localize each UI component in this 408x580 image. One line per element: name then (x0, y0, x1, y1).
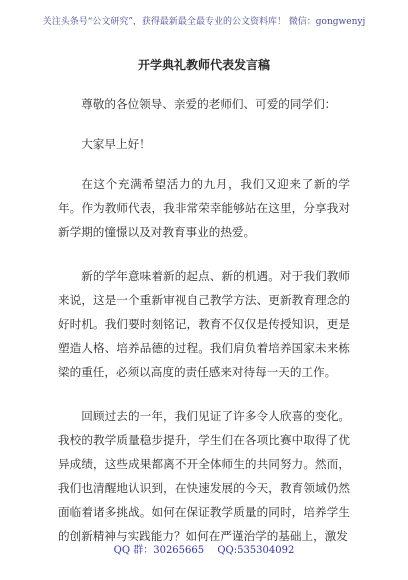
footer-qq-number: QQ:535304092 (217, 545, 295, 556)
salutation-paragraph: 尊敬的各位领导、亲爱的老师们、可爱的同学们： (81, 97, 337, 111)
body-paragraph-1: 在这个充满希望活力的九月，我们又迎来了新的学年。作为教师代表，我非常荣幸能够站在这里，分享我对新学期的憧憬以及对教育事业的热爱。 (58, 177, 350, 239)
header-promo-note: 关注头条号“公文研究”，获得最新最全最专业的公文资料库！ 微信：gongwenyj (42, 17, 366, 27)
document-title: 开学典礼教师代表发言稿 (137, 58, 270, 72)
body-paragraph-3: 回顾过去的一年，我们见证了许多令人欣喜的变化。我校的教学质量稳步提升，学生们在各项比赛中取得了优异成绩，这些成果都离不开全体师生的共同努力。然而，我们也清醒地认识到，在快速发展的今天，教育领域仍然面临着诸多挑战。如何在保证教学质量的同时，培养学生的创新精神与实践能力？如何在严谨治学的基础上，激发 (58, 409, 350, 543)
body-paragraph-2: 新的学年意味着新的起点、新的机遇。对于我们教师来说，这是一个重新审视自己教学方法、更新教育理念的好时机。我们要时刻铭记，教育不仅仅是传授知识，更是塑造人格、培养品德的过程。我们肩负着培养国家未来栋梁的重任，必须以高度的责任感来对待每一天的工作。 (58, 269, 350, 379)
document-body (58, 92, 350, 568)
footer-qq-group: QQ 群：30265665 (113, 545, 205, 556)
greeting-paragraph: 大家早上好！ (81, 137, 151, 151)
footer-contact (0, 541, 408, 556)
